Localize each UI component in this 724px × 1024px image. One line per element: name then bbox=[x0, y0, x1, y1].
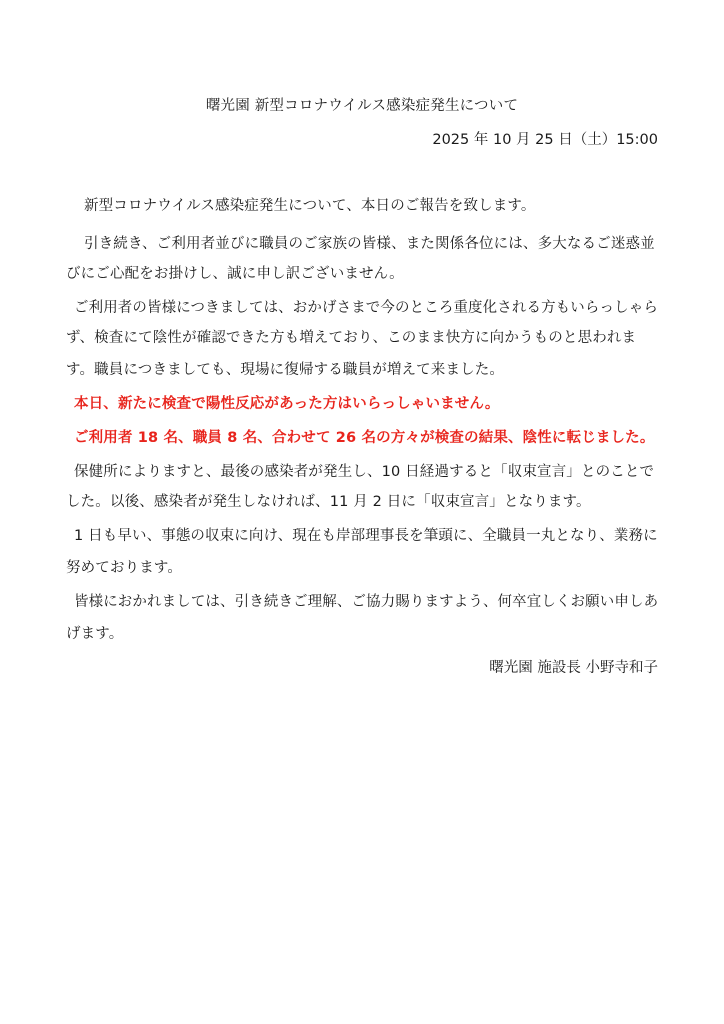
document-title: 曙光園 新型コロナウイルス感染症発生について bbox=[205, 98, 519, 114]
body-line-11: 1 日も早い、事態の収束に向け、現在も岸部理事長を筆頭に、全職員一丸となり、業務に bbox=[73, 528, 658, 544]
body-line-12: 努めております。 bbox=[66, 560, 183, 576]
body-line-1: 新型コロナウイルス感染症発生について、本日のご報告を致します。 bbox=[84, 198, 536, 214]
body-line-4: ご利用者の皆様につきましては、おかげさまで今のところ重度化される方もいらっしゃら bbox=[73, 300, 658, 316]
body-line-2: 引き続き、ご利用者並びに職員のご家族の皆様、また関係各位には、多大なるご迷惑並 bbox=[84, 236, 655, 252]
body-line-10: した。以後、感染者が発生しなければ、11 月 2 日に「収束宣言」となります。 bbox=[66, 494, 591, 510]
body-line-3: びにご心配をお掛けし、誠に申し訳ございません。 bbox=[66, 266, 404, 282]
body-line-14: げます。 bbox=[66, 626, 124, 642]
body-line-9: 保健所によりますと、最後の感染者が発生し、10 日経過すると「収束宣言」とのことで bbox=[74, 464, 655, 480]
signature: 曙光園 施設長 小野寺和子 bbox=[489, 660, 658, 676]
body-line-7-highlight: 本日、新たに検査で陽性反応があった方はいらっしゃいません。 bbox=[74, 396, 500, 412]
document-date: 2025 年 10 月 25 日（土）15:00 bbox=[432, 132, 658, 148]
body-line-13: 皆様におかれましては、引き続きご理解、ご協力賜りますよう、何卒宜しくお願い申しあ bbox=[73, 594, 659, 610]
body-line-5: ず、検査にて陰性が確認できた方も増えており、このまま快方に向かうものと思われま bbox=[66, 330, 637, 346]
body-line-8-highlight: ご利用者 18 名、職員 8 名、合わせて 26 名の方々が検査の結果、陰性に転じました。 bbox=[74, 430, 655, 446]
body-line-6: す。職員につきましても、現場に復帰する職員が増えて来ました。 bbox=[66, 362, 505, 378]
